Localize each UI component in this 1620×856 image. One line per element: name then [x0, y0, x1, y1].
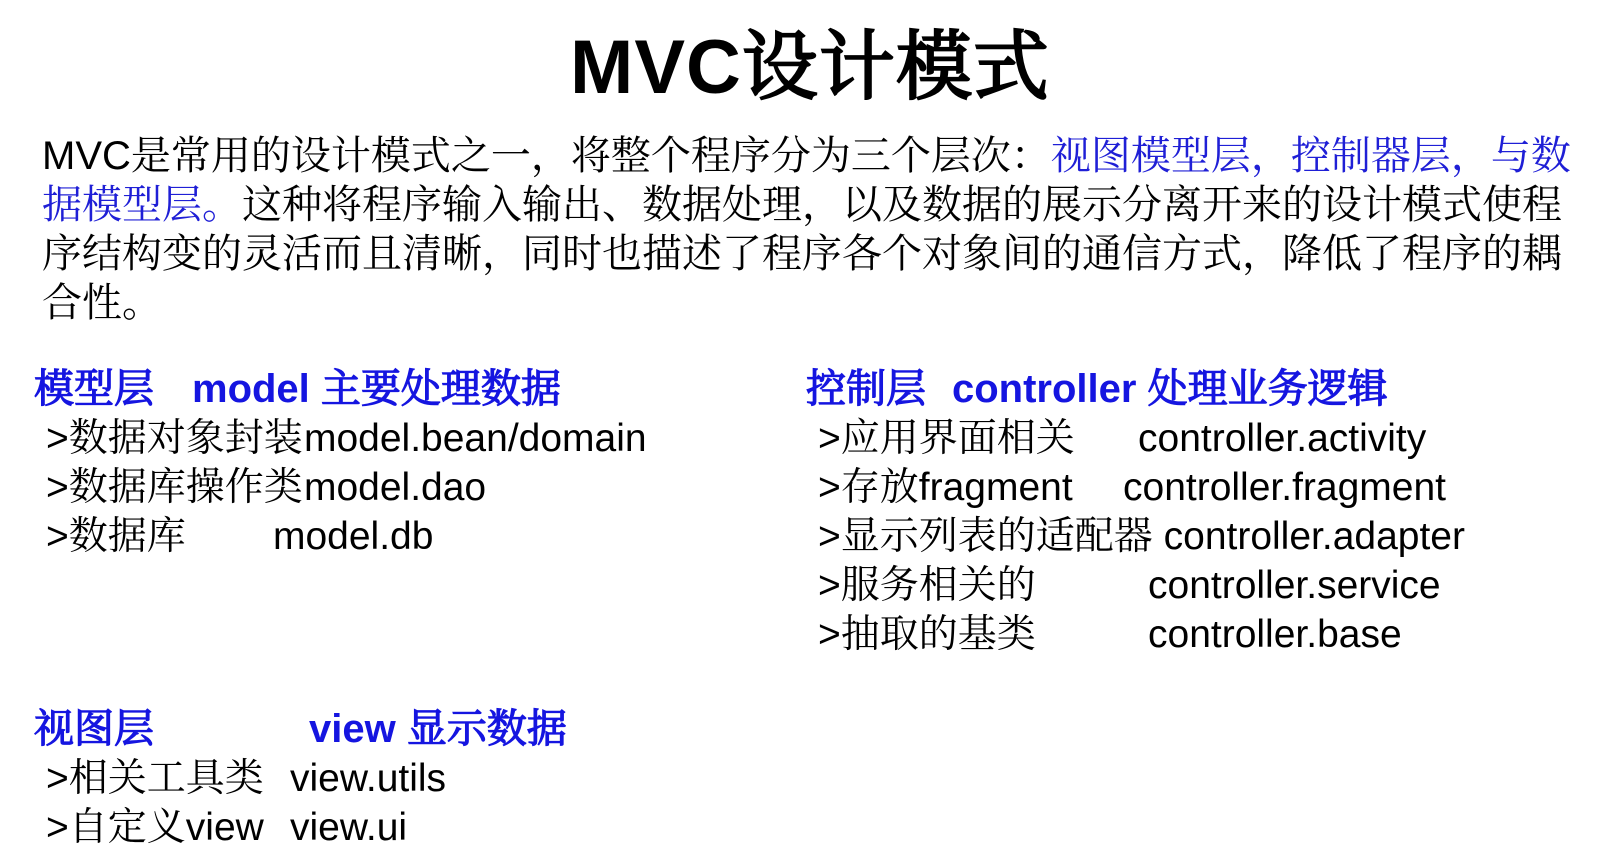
model-layer-desc: 主要处理数据: [320, 367, 561, 411]
view-heading: [34, 704, 567, 754]
page-title: MVC设计模式: [570, 25, 1050, 110]
controller-row: [806, 610, 1465, 659]
model-row: [34, 414, 647, 463]
view-layer-desc: 显示数据: [406, 707, 567, 751]
model-row: [34, 512, 647, 561]
intro-paragraph: [42, 132, 1582, 328]
model-layer-name: 模型层: [34, 367, 154, 411]
intro-text-continued: 这种将程序输入输出、数据处理，以及数据的展示分离开来的设计模式使程序结构变的灵活而且清晰，同时也描述了程序各个对象间的通信方式，降低了程序的耦合性。: [42, 183, 1562, 325]
model-section: [34, 364, 647, 561]
view-row: [34, 754, 567, 803]
controller-row: [806, 561, 1465, 610]
model-row-package: model.db: [273, 515, 434, 558]
model-row-label: >数据对象封装: [46, 417, 303, 460]
model-layer-key: model: [192, 367, 310, 411]
model-heading: [34, 364, 647, 414]
controller-row-package: controller.activity: [1138, 417, 1427, 460]
controller-row: [806, 512, 1465, 561]
controller-row: [806, 414, 1465, 463]
controller-row-package: controller.service: [1148, 564, 1441, 607]
controller-row-package: controller.base: [1148, 613, 1402, 656]
model-row: [34, 463, 647, 512]
intro-text: MVC是常用的设计模式之一，将整个程序分为三个层次：: [42, 134, 1051, 178]
controller-row-package: controller.adapter: [1163, 515, 1465, 558]
view-section: [34, 704, 567, 852]
view-row-package: view.utils: [290, 757, 447, 800]
controller-row-label: >显示列表的适配器: [818, 515, 1153, 558]
view-row-label: >自定义view: [46, 806, 264, 849]
controller-row-label: >存放fragment: [818, 466, 1073, 509]
controller-layer-desc: 处理业务逻辑: [1147, 367, 1388, 411]
controller-layer-key: controller: [952, 367, 1137, 411]
controller-row: [806, 463, 1465, 512]
model-row-package: model.bean/domain: [304, 417, 647, 460]
controller-row-package: controller.fragment: [1123, 466, 1446, 509]
model-row-label: >数据库操作类: [46, 466, 303, 509]
controller-row-label: >抽取的基类: [818, 613, 1036, 656]
controller-row-label: >应用界面相关: [818, 417, 1075, 460]
controller-heading: [806, 364, 1465, 414]
model-row-package: model.dao: [304, 466, 487, 509]
view-layer-key: view: [309, 707, 396, 751]
view-layer-name: 视图层: [34, 707, 154, 751]
view-row-package: view.ui: [290, 806, 408, 849]
model-row-label: >数据库: [46, 515, 186, 558]
view-row-label: >相关工具类: [46, 757, 264, 800]
controller-layer-name: 控制层: [806, 367, 926, 411]
controller-row-label: >服务相关的: [818, 564, 1036, 607]
intro-highlight: 视图模型层，控制器层，与数据模型层。: [42, 134, 1571, 227]
view-row: [34, 803, 567, 852]
controller-section: [806, 364, 1465, 659]
